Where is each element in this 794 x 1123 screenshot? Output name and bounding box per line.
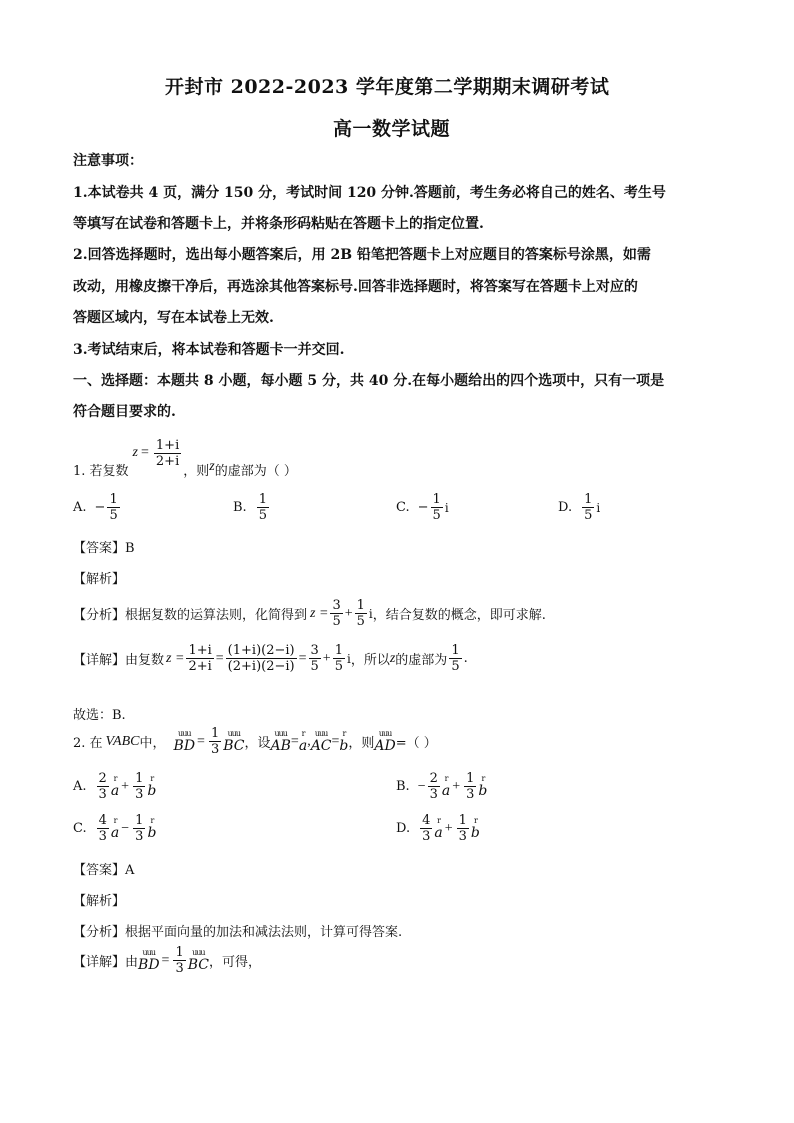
- vector-a: [111, 816, 119, 841]
- section-1-line-1: 一、选择题：本题共 8 小题，每小题 5 分，共 40 分.在每小题给出的四个选项中，只有一项是: [73, 373, 665, 389]
- vector-arrow-icon: uuu: [274, 729, 287, 738]
- option-label: B.: [396, 779, 410, 794]
- frac-num: 1: [451, 643, 460, 658]
- frac-den: 3: [175, 961, 184, 976]
- frac-num: 1: [135, 771, 144, 786]
- vector-name: a: [298, 738, 308, 754]
- frac-num: 4: [422, 813, 431, 828]
- q1-frac-den: 2+i: [155, 454, 180, 469]
- vector-a: [442, 774, 450, 799]
- option-den: 5: [258, 508, 267, 523]
- frac-den: 3: [210, 742, 220, 757]
- detail-i: i: [346, 651, 351, 666]
- answer-value: B: [125, 541, 135, 556]
- fenxi-i: i: [368, 606, 373, 621]
- fenxi-plus: +: [344, 605, 353, 621]
- vector-name: BD: [138, 957, 160, 973]
- option-fraction: [107, 492, 119, 523]
- vector-name: AB: [270, 738, 291, 754]
- frac-den: 5: [356, 614, 365, 629]
- vector-arrow-icon: uuu: [314, 729, 328, 738]
- fenxi-frac-1: [330, 598, 342, 629]
- detail-frac-1: [186, 643, 213, 674]
- note-2-line-3: 答题区域内，写在本试卷上无效.: [73, 310, 274, 326]
- frac-num: 3: [310, 643, 319, 658]
- q2-mid: 中，: [139, 736, 166, 751]
- vector-bd: [174, 729, 196, 754]
- frac-den: 3: [429, 787, 438, 802]
- fenxi-text: 根据平面向量的加法和减法法则，计算可得答案.: [125, 925, 403, 940]
- q2-option-d[interactable]: [396, 813, 480, 844]
- q1-option-a[interactable]: [73, 492, 122, 523]
- option-label: A.: [73, 500, 87, 515]
- vector-arrow-icon: r: [437, 816, 440, 825]
- q1-fraction: [154, 438, 181, 469]
- q2-option-c[interactable]: [73, 813, 156, 844]
- frac-den: 3: [458, 829, 467, 844]
- vector-bc: [188, 948, 209, 973]
- q1-conclusion: 故选：B.: [73, 708, 126, 723]
- detail-z-2: z: [389, 650, 396, 666]
- frac-num: 1: [466, 771, 475, 786]
- frac-num: 1: [334, 643, 343, 658]
- option-op: +: [444, 820, 453, 836]
- vector-name: a: [434, 825, 443, 841]
- detail-text-b: ，所以: [350, 653, 390, 668]
- frac-num: 4: [98, 813, 107, 828]
- q2-option-b[interactable]: [396, 771, 487, 802]
- option-sign: −: [94, 500, 106, 515]
- vector-arrow-icon: r: [444, 774, 448, 783]
- coef-2: [133, 771, 145, 802]
- frac-den: 3: [98, 829, 107, 844]
- frac-den: 3: [135, 787, 144, 802]
- option-sign: −: [417, 500, 429, 515]
- option-op: +: [121, 778, 130, 794]
- note-1-line-1: 1.本试卷共 4 页，满分 150 分，考试时间 120 分钟.答题前，考生务必将自己的姓名、考生号: [73, 185, 666, 201]
- frac-den: 2+i: [188, 659, 212, 674]
- q1-z-2: z: [209, 458, 215, 474]
- vector-a: [434, 816, 442, 841]
- q2-answer: [73, 859, 134, 878]
- detail-tag: 【详解】: [73, 653, 126, 668]
- q2-eq: =: [197, 733, 205, 749]
- q1-option-c[interactable]: [396, 492, 449, 523]
- vector-b: [471, 816, 480, 841]
- coef-1: [428, 771, 440, 802]
- option-sign: −: [417, 778, 426, 794]
- answer-value: A: [125, 863, 135, 878]
- q1-answer: [73, 537, 135, 556]
- vector-name: a: [441, 783, 451, 799]
- detail-end: ，可得，: [209, 955, 262, 970]
- q1-detail: [73, 643, 468, 674]
- coef-1: [97, 813, 109, 844]
- detail-text-a: 由: [125, 955, 139, 970]
- detail-frac-5: [449, 643, 461, 674]
- note-2-line-2: 改动，用橡皮擦干净后，再选涂其他答案标号.回答非选择题时，将答案写在答题卡上对应的: [73, 279, 638, 295]
- q1-suffix-a: ，则: [183, 464, 210, 479]
- fenxi-tag: 【分析】: [73, 925, 126, 940]
- frac-num: 2: [429, 771, 438, 786]
- option-tail: i: [596, 500, 601, 515]
- q1-fenxi: [73, 598, 546, 629]
- vector-name: AC: [310, 738, 332, 754]
- vector-name: b: [147, 783, 157, 799]
- detail-text-c: 的虚部为: [395, 653, 448, 668]
- q2-ask: =（ ）: [395, 736, 437, 751]
- detail-tag: 【详解】: [73, 955, 126, 970]
- coef-2: [133, 813, 145, 844]
- fenxi-text-b: ，结合复数的概念，即可求解.: [372, 608, 546, 623]
- option-op: −: [121, 820, 130, 836]
- q1-eq: =: [141, 444, 149, 460]
- vector-bd: [138, 948, 160, 973]
- frac-num: 3: [332, 598, 341, 613]
- vector-name: BC: [223, 738, 245, 754]
- vector-ab: [271, 729, 291, 754]
- q2-then: ，则: [348, 736, 375, 751]
- option-label: B.: [233, 500, 247, 515]
- q1-stem: [73, 432, 297, 479]
- q2-analysis-tag: 【解析】: [73, 894, 126, 909]
- q2-prefix: 2. 在: [73, 736, 103, 751]
- fenxi-frac-2: [355, 598, 367, 629]
- frac-num: (1+i)(2−i): [227, 643, 295, 658]
- option-den: 5: [432, 508, 441, 523]
- q1-frac-num: 1+i: [155, 438, 180, 453]
- detail-frac-2: [226, 643, 297, 674]
- detail-text-a: 由复数: [125, 653, 165, 668]
- frac-den: 5: [334, 659, 343, 674]
- option-label: C.: [73, 821, 87, 836]
- q2-option-a[interactable]: [73, 771, 156, 802]
- vector-arrow-icon: r: [150, 816, 154, 825]
- frac-den: 3: [466, 787, 475, 802]
- frac-num: 1: [210, 726, 220, 741]
- vector-name: b: [470, 825, 480, 841]
- option-op: +: [452, 778, 461, 794]
- option-num: 1: [584, 492, 593, 507]
- frac-num: 1: [175, 945, 184, 960]
- detail-z: z =: [166, 650, 185, 666]
- detail-eq-2: =: [298, 650, 307, 666]
- frac-num: 1: [458, 813, 467, 828]
- vector-ad: [374, 729, 395, 754]
- q1-prefix: 1. 若复数: [73, 464, 129, 479]
- exam-title: 开封市 2022-2023 学年度第二学期期末调研考试: [165, 76, 610, 98]
- vector-name: b: [478, 783, 488, 799]
- frac-den: 5: [332, 614, 341, 629]
- vector-name: b: [339, 738, 349, 754]
- vector-b: [147, 774, 156, 799]
- frac-den: 3: [135, 829, 144, 844]
- vector-name: a: [110, 783, 120, 799]
- detail-end: .: [463, 651, 468, 666]
- q1-analysis-tag: 【解析】: [73, 572, 126, 587]
- note-3: 3.考试结束后，将本试卷和答题卡一并交回.: [73, 342, 345, 358]
- vector-name: BC: [187, 957, 209, 973]
- vector-arrow-icon: r: [301, 729, 305, 738]
- detail-eq-1: =: [215, 650, 224, 666]
- frac-num: 1: [135, 813, 144, 828]
- exam-subtitle: 高一数学试题: [333, 118, 451, 140]
- vector-arrow-icon: r: [481, 774, 485, 783]
- q1-option-d[interactable]: [558, 492, 600, 523]
- option-fraction: [431, 492, 443, 523]
- q2-eq-a: =: [290, 733, 299, 749]
- vector-arrow-icon: r: [150, 774, 154, 783]
- coef-1: [420, 813, 432, 844]
- vector-ac: [311, 729, 332, 754]
- frac-num: 1+i: [188, 643, 212, 658]
- option-num: 1: [432, 492, 441, 507]
- frac-den: 3: [422, 829, 431, 844]
- answer-tag: 【答案】: [73, 863, 126, 878]
- vector-name: BD: [173, 738, 196, 754]
- option-label: C.: [396, 500, 410, 515]
- frac-den: 3: [98, 787, 107, 802]
- option-fraction: [257, 492, 269, 523]
- vector-arrow-icon: r: [113, 816, 117, 825]
- option-tail: i: [444, 500, 449, 515]
- detail-frac-3: [309, 643, 321, 674]
- coef-2: [464, 771, 476, 802]
- note-1-line-2: 等填写在试卷和答题卡上，并将条形码粘贴在答题卡上的指定位置.: [73, 216, 484, 232]
- fenxi-text-a: 根据复数的运算法则，化简得到: [125, 608, 308, 623]
- option-fraction: [582, 492, 594, 523]
- frac-den: 5: [310, 659, 319, 674]
- vector-b: [339, 729, 348, 754]
- q2-detail: [73, 945, 261, 976]
- q2-set: ，设: [244, 736, 271, 751]
- option-den: 5: [109, 508, 118, 523]
- vector-name: b: [147, 825, 157, 841]
- q2-triangle: VABC: [105, 733, 140, 749]
- option-num: 1: [109, 492, 118, 507]
- q1-z: z: [132, 444, 138, 460]
- vector-arrow-icon: r: [113, 774, 117, 783]
- vector-bc: [223, 729, 244, 754]
- frac-den: (2+i)(2−i): [227, 659, 295, 674]
- notes-heading: 注意事项：: [73, 153, 143, 169]
- vector-arrow-icon: uuu: [178, 729, 191, 738]
- option-den: 5: [584, 508, 593, 523]
- vector-arrow-icon: r: [342, 729, 346, 738]
- vector-arrow-icon: uuu: [227, 729, 241, 738]
- q1-option-b[interactable]: [233, 492, 271, 523]
- vector-arrow-icon: uuu: [142, 948, 156, 957]
- detail-plus: +: [322, 650, 331, 666]
- detail-frac-4: [333, 643, 345, 674]
- frac-num: 1: [356, 598, 365, 613]
- section-1-line-2: 符合题目要求的.: [73, 404, 176, 420]
- option-label: D.: [558, 500, 573, 515]
- coef-1: [97, 771, 109, 802]
- frac-num: 2: [98, 771, 107, 786]
- fenxi-eq: z =: [310, 605, 329, 621]
- option-label: A.: [73, 779, 87, 794]
- vector-name: AD: [374, 738, 396, 754]
- q2-stem: [73, 726, 437, 757]
- option-label: D.: [396, 821, 411, 836]
- vector-a: [299, 729, 307, 754]
- vector-name: a: [110, 825, 120, 841]
- fenxi-tag: 【分析】: [73, 608, 126, 623]
- note-2-line-1: 2.回答选择题时，选出每小题答案后，用 2B 铅笔把答题卡上对应题目的答案标号涂黑，如需: [73, 247, 651, 263]
- frac-den: 5: [451, 659, 460, 674]
- vector-arrow-icon: r: [473, 816, 477, 825]
- q2-comma: ,: [307, 733, 311, 749]
- vector-a: [111, 774, 119, 799]
- detail-eq: =: [161, 952, 170, 968]
- vector-arrow-icon: uuu: [192, 948, 205, 957]
- detail-fraction: [173, 945, 185, 976]
- q1-suffix-b: 的虚部为（ ）: [214, 464, 297, 479]
- vector-b: [478, 774, 487, 799]
- coef-2: [457, 813, 469, 844]
- answer-tag: 【答案】: [73, 541, 126, 556]
- vector-arrow-icon: uuu: [378, 729, 392, 738]
- q2-fenxi: [73, 921, 402, 940]
- option-num: 1: [258, 492, 267, 507]
- q2-fraction: [209, 726, 221, 757]
- q2-eq-b: =: [331, 733, 340, 749]
- vector-b: [147, 816, 156, 841]
